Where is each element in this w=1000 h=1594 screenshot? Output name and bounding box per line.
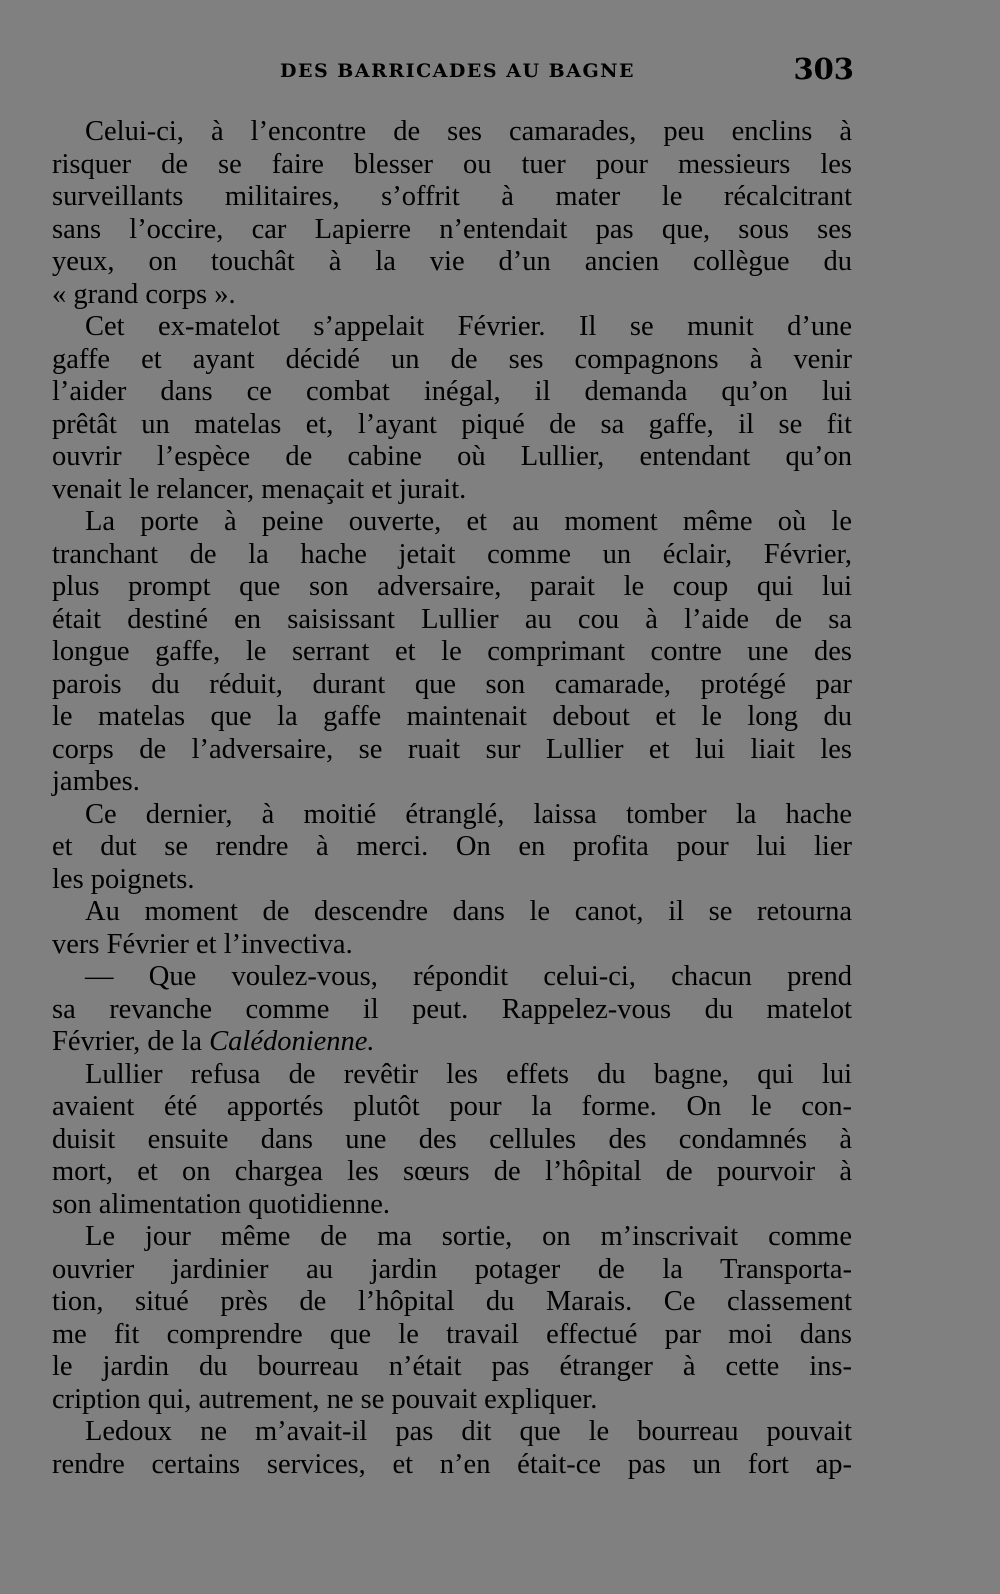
text-line xyxy=(52,181,852,214)
text-line xyxy=(52,149,852,182)
text-line-content: l’aider dans ce combat inégal, il demanda qu’on lui xyxy=(52,376,852,407)
text-line xyxy=(52,1026,852,1059)
text-line-content: était destiné en saisissant Lullier au cou à l’aide de sa xyxy=(52,603,852,635)
text-line-content: longue gaffe, le serrant et le comprimant contre une des xyxy=(52,636,852,667)
text-line xyxy=(52,1351,852,1384)
text-line xyxy=(52,246,852,279)
text-line-content: avaient été apportés plutôt pour la forme. On le con- xyxy=(52,1091,852,1122)
text-line xyxy=(52,929,852,962)
text-line-content: vers Février et l’invectiva. xyxy=(52,928,353,960)
text-line xyxy=(52,279,852,312)
text-line-content: Cet ex-matelot s’appelait Février. Il se munit d’une xyxy=(85,311,852,342)
text-line-content: yeux, on touchât à la vie d’un ancien collègue du xyxy=(52,246,852,277)
text-line xyxy=(52,474,852,507)
text-line-content: duisit ensuite dans une des cellules des condamnés à xyxy=(52,1123,852,1155)
text-line xyxy=(52,506,852,539)
text-line xyxy=(52,1156,852,1189)
text-line xyxy=(52,994,852,1027)
text-line-content: — Que voulez-vous, répondit celui-ci, chacun prend xyxy=(85,961,852,992)
body-text xyxy=(52,116,852,1481)
text-line-content: me fit comprendre que le travail effectué par moi dans xyxy=(52,1318,852,1350)
text-line-content: ouvrier jardinier au jardin potager de la Transporta- xyxy=(52,1253,852,1285)
text-line xyxy=(52,311,852,344)
text-line-content: et dut se rendre à merci. On en profita pour lui lier xyxy=(52,831,852,862)
text-line xyxy=(52,1221,852,1254)
running-head xyxy=(52,52,852,92)
text-line-content: tion, situé près de l’hôpital du Marais. Ce classement xyxy=(52,1286,852,1317)
text-line-content: Le jour même de ma sortie, on m’inscrivait comme xyxy=(85,1221,852,1252)
text-line-content: La porte à peine ouverte, et au moment même où le xyxy=(85,506,852,537)
italic-title: Calédonienne. xyxy=(209,1026,375,1057)
text-line xyxy=(52,864,852,897)
text-line-content: Ledoux ne m’avait-il pas dit que le bourreau pouvait xyxy=(85,1416,852,1447)
text-line xyxy=(52,214,852,247)
text-line xyxy=(52,116,852,149)
text-line xyxy=(52,734,852,767)
text-line-content: le matelas que la gaffe maintenait debout et le long du xyxy=(52,701,852,732)
text-line-content: venait le relancer, menaçait et jurait. xyxy=(52,473,467,505)
text-line xyxy=(52,766,852,799)
text-line-content: « grand corps ». xyxy=(52,278,236,310)
text-line-content: cription qui, autrement, ne se pouvait expliquer. xyxy=(52,1383,598,1415)
text-line-content: risquer de se faire blesser ou tuer pour messieurs les xyxy=(52,148,852,180)
text-line-content: parois du réduit, durant que son camarade, protégé par xyxy=(52,668,852,700)
text-line-content: plus prompt que son adversaire, parait le coup qui lui xyxy=(52,571,852,602)
text-line-content: rendre certains services, et n’en était-ce pas un fort ap- xyxy=(52,1448,852,1480)
text-line-content: Celui-ci, à l’encontre de ses camarades, peu enclins à xyxy=(85,116,852,147)
text-line-content: ouvrir l’espèce de cabine où Lullier, entendant qu’on xyxy=(52,441,852,472)
text-line xyxy=(52,1449,852,1482)
text-line xyxy=(52,701,852,734)
text-line-content: les poignets. xyxy=(52,863,195,895)
text-line xyxy=(52,571,852,604)
text-line-content: gaffe et ayant décidé un de ses compagnons à venir xyxy=(52,343,852,375)
text-line-content: tranchant de la hache jetait comme un éclair, Février, xyxy=(52,538,852,570)
text-line xyxy=(52,409,852,442)
text-line-content: corps de l’adversaire, se ruait sur Lullier et lui liait les xyxy=(52,733,852,765)
text-line xyxy=(52,669,852,702)
text-line xyxy=(52,376,852,409)
text-line-content: sans l’occire, car Lapierre n’entendait pas que, sous ses xyxy=(52,213,852,245)
text-line xyxy=(52,1254,852,1287)
text-line-content: son alimentation quotidienne. xyxy=(52,1188,390,1220)
text-line-content: Ce dernier, à moitié étranglé, laissa tomber la hache xyxy=(85,798,852,830)
text-line-content: Lullier refusa de revêtir les effets du bagne, qui lui xyxy=(85,1058,852,1090)
text-line-content: jambes. xyxy=(52,766,140,797)
text-line xyxy=(52,1189,852,1222)
text-line xyxy=(52,799,852,832)
text-line xyxy=(52,1286,852,1319)
text-line-content: Au moment de descendre dans le canot, il se retourna xyxy=(85,896,852,927)
text-line xyxy=(52,636,852,669)
text-line xyxy=(52,344,852,377)
text-line-content: mort, et on chargea les sœurs de l’hôpital de pourvoir à xyxy=(52,1156,852,1187)
text-line xyxy=(52,604,852,637)
text-line xyxy=(52,961,852,994)
text-line-content: sa revanche comme il peut. Rappelez-vous du matelot xyxy=(52,993,852,1025)
text-line-content: surveillants militaires, s’offrit à mater le récalcitrant xyxy=(52,181,852,212)
text-line-content: prêtât un matelas et, l’ayant piqué de sa gaffe, il se fit xyxy=(52,408,852,440)
text-line xyxy=(52,1124,852,1157)
page-number: 303 xyxy=(793,52,854,86)
text-line xyxy=(52,1384,852,1417)
text-line xyxy=(52,1091,852,1124)
text-line xyxy=(52,1319,852,1352)
text-line xyxy=(52,539,852,572)
text-line xyxy=(52,896,852,929)
text-line xyxy=(52,1059,852,1092)
text-line-content: le jardin du bourreau n’était pas étranger à cette ins- xyxy=(52,1351,852,1382)
text-line-content: Février, de la xyxy=(52,1026,210,1057)
text-line xyxy=(52,831,852,864)
text-line xyxy=(52,1416,852,1449)
running-title: DES BARRICADES AU BAGNE xyxy=(280,60,636,82)
text-line xyxy=(52,441,852,474)
